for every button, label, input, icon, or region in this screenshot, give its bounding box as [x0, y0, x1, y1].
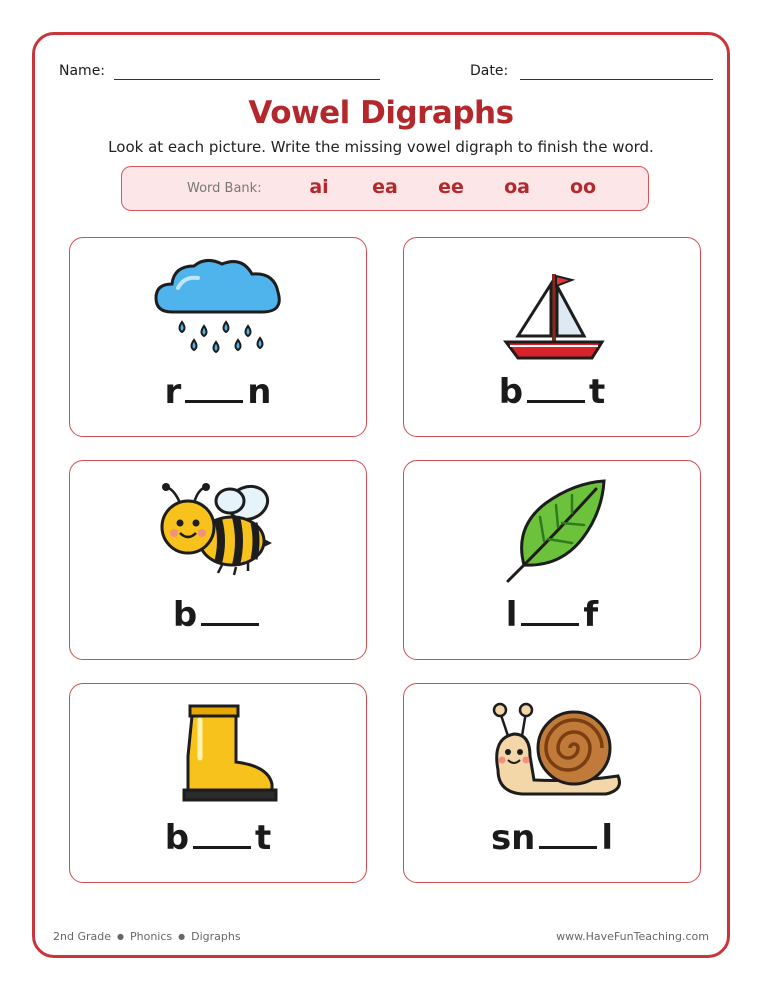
missing-word — [404, 595, 700, 635]
card-bee — [69, 460, 367, 660]
footer-website: www.HaveFunTeaching.com — [556, 930, 709, 943]
leaf-icon — [478, 473, 628, 585]
word-prefix: b — [164, 818, 190, 858]
answer-blank[interactable] — [527, 378, 585, 403]
snail-icon — [478, 696, 628, 808]
word-bank-words — [302, 176, 600, 198]
breadcrumb-item: 2nd Grade — [53, 930, 111, 943]
worksheet-page — [32, 32, 730, 958]
word-bank-label: Word Bank: — [187, 181, 262, 196]
rain-cloud-icon — [144, 250, 294, 362]
word-suffix: n — [247, 372, 272, 412]
bullet-icon: ● — [117, 932, 124, 941]
missing-word — [404, 372, 700, 412]
page-title: Vowel Digraphs — [248, 95, 514, 131]
missing-word — [70, 372, 366, 412]
word-prefix: b — [498, 372, 524, 412]
breadcrumb-item: Phonics — [129, 930, 173, 943]
bullet-icon: ● — [178, 932, 186, 941]
breadcrumb-item: Digraphs — [191, 930, 241, 943]
card-rain — [69, 237, 367, 437]
bee-icon — [144, 473, 294, 585]
word-prefix: r — [164, 372, 182, 412]
card-boot — [69, 683, 367, 883]
word-bank-word: oo — [569, 176, 597, 198]
word-prefix: l — [505, 595, 518, 635]
word-bank — [121, 166, 649, 211]
word-prefix: sn — [490, 818, 536, 858]
missing-word — [70, 818, 366, 858]
name-date-row — [59, 61, 703, 83]
word-suffix: t — [589, 372, 606, 412]
card-snail — [403, 683, 701, 883]
date-field[interactable] — [520, 79, 713, 80]
footer-breadcrumb — [53, 930, 241, 943]
name-label: Name: — [59, 63, 106, 79]
word-bank-word: ee — [438, 176, 464, 198]
date-label: Date: — [470, 63, 509, 79]
answer-blank[interactable] — [539, 824, 597, 849]
word-bank-word: ai — [309, 176, 329, 198]
instructions: Look at each picture. Write the missing vowel digraph to finish the word. — [108, 138, 654, 156]
word-suffix: f — [583, 595, 599, 635]
boot-icon — [144, 696, 294, 808]
word-suffix: t — [255, 818, 272, 858]
answer-blank[interactable] — [521, 601, 579, 626]
sailboat-icon — [478, 250, 628, 362]
card-leaf — [403, 460, 701, 660]
word-prefix: b — [172, 595, 198, 635]
missing-word — [70, 595, 366, 635]
answer-blank[interactable] — [193, 824, 251, 849]
name-field[interactable] — [114, 79, 380, 80]
word-suffix: l — [601, 818, 614, 858]
answer-blank[interactable] — [185, 378, 243, 403]
missing-word — [404, 818, 700, 858]
word-bank-word: oa — [504, 176, 530, 198]
word-bank-word: ea — [372, 176, 398, 198]
card-boat — [403, 237, 701, 437]
answer-blank[interactable] — [201, 601, 259, 626]
